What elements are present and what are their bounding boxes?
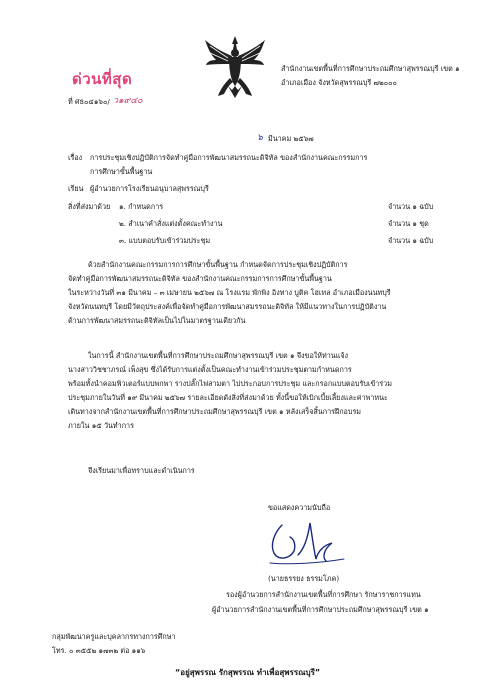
enclosure-qty: จำนวน ๑ ฉบับ [388,202,434,211]
body-paragraph-1-line: ในระหว่างวันที่ ๓๑ มีนาคม – ๓ เมษายน ๒๕๖๗ ณ โรงแรม พักพิง อิงทาง บูติค โฮเทล อำเภอเมืองนนทบุรี [68,288,391,297]
agency-address: อำเภอเมือง จังหวัดสุพรรณบุรี ๗๒๐๐๐ [281,78,397,87]
letter-date: มีนาคม ๒๕๖๗ [268,134,314,143]
body-paragraph-1-line: จัดทำคู่มือการพัฒนาสมรรถนะดิจิทัล ของสำนักงานคณะกรรมการการศึกษาขั้นพื้นฐาน [68,274,332,283]
regards-text: ขอแสดงความนับถือ [268,503,331,512]
closing-sentence: จึงเรียนมาเพื่อทราบและดำเนินการ [88,466,195,475]
contact-phone: โทร. ๐ ๓๕๕๒ ๑๗๓๒ ต่อ ๑๑๖ [52,646,146,655]
enclosures-label: สิ่งที่ส่งมาด้วย [68,202,111,211]
body-paragraph-2-line: ประชุมภายในวันที่ ๑๙ มีนาคม ๒๕๖๗ รายละเอียดดังสิ่งที่ส่งมาด้วย ทั้งนี้ขอให้เบิกเบี้ยเลี้ยงและค่าพาหนะ [68,393,388,402]
urgency-stamp: ด่วนที่สุด [72,70,133,88]
recipient-label: เรียน [68,184,84,193]
enclosure-item: ๓. แบบตอบรับเข้าร่วมประชุม [119,236,211,245]
body-paragraph-2-line: ในการนี้ สำนักงานเขตพื้นที่การศึกษาประถมศึกษาสุพรรณบุรี เขต ๑ จึงขอให้ท่านแจ้ง [88,351,349,360]
garuda-emblem-icon [202,34,268,100]
enclosure-item: ๑. กำหนดการ [119,202,164,211]
footer-slogan: “อยู่สุพรรณ รักสุพรรณ ทำเพื่อสุพรรณบุรี” [175,668,321,677]
body-paragraph-2-line: ภายใน ๑๕ วันทำการ [68,421,134,430]
body-paragraph-2-line: เดินทางจากสำนักงานเขตพื้นที่การศึกษาประถมศึกษาสุพรรณบุรี เขต ๑ หลังเสร็จสิ้นการฝึกอบรม [68,407,362,416]
recipient-name: ผู้อำนวยการโรงเรียนอนุบาลสุพรรณบุรี [90,184,209,193]
signer-position-2: ผู้อำนวยการสำนักงานเขตพื้นที่การศึกษาประถมศึกษาสุพรรณบุรี เขต ๑ [212,605,429,614]
enclosure-item: ๒. สำเนาคำสั่งแต่งตั้งคณะทำงาน [119,219,223,228]
signer-position-1: รองผู้อำนวยการสำนักงานเขตพื้นที่การศึกษา รักษาราชการแทน [226,590,421,599]
subject-label: เรื่อง [68,153,83,162]
body-paragraph-1-line: ด้านการพัฒนาสมรรถนะดิจิทัลเป็นไปในมาตรฐานเดียวกัน [68,316,246,325]
date-handwritten-day: ๖ [257,133,263,143]
reference-label: ที่ ศธ [68,97,84,106]
enclosure-qty: จำนวน ๑ ฉบับ [388,236,434,245]
handwritten-signature [260,515,352,570]
body-paragraph-2-line: พร้อมทั้งนำคอมพิวเตอร์แบบพกพา รางปลั๊กไฟสามตา ไปประกอบการประชุม และกรอกแบบตอบรับเข้าร่วม [68,379,392,388]
body-paragraph-1-line: ด้วยสำนักงานคณะกรรมการการศึกษาขั้นพื้นฐาน กำหนดจัดการประชุมเชิงปฏิบัติการ [88,260,348,269]
reference-handwritten: ว๑๙๔๐ [113,96,143,106]
body-paragraph-1-line: จังหวัดนนทบุรี โดยมีวัตถุประสงค์เพื่อจัดทำคู่มือการพัฒนาสมรรถนะดิจิทัล ให้มีแนวทางในการปฏิบัติงาน [68,302,387,311]
body-paragraph-2-line: นางสาววิชชาภรณ์ เพ็งสุข ซึ่งได้รับการแต่งตั้งเป็นคณะทำงานเข้าร่วมประชุมตามกำหนดการ [68,365,352,374]
signer-name: (นายธรรยง ธรรมโภค) [268,574,340,583]
subject-line-2: การศึกษาขั้นพื้นฐาน [90,167,153,176]
issuing-unit: กลุ่มพัฒนาครูและบุคลากรทางการศึกษา [52,632,176,641]
enclosure-qty: จำนวน ๑ ชุด [388,219,429,228]
reference-number: ๐๔๑๖๐/ [84,97,110,106]
subject-line-1: การประชุมเชิงปฏิบัติการจัดทำคู่มือการพัฒนาสมรรถนะดิจิทัล ของสำนักงานคณะกรรมการ [90,153,368,162]
agency-name: สำนักงานเขตพื้นที่การศึกษาประถมศึกษาสุพรรณบุรี เขต ๑ [281,64,460,73]
